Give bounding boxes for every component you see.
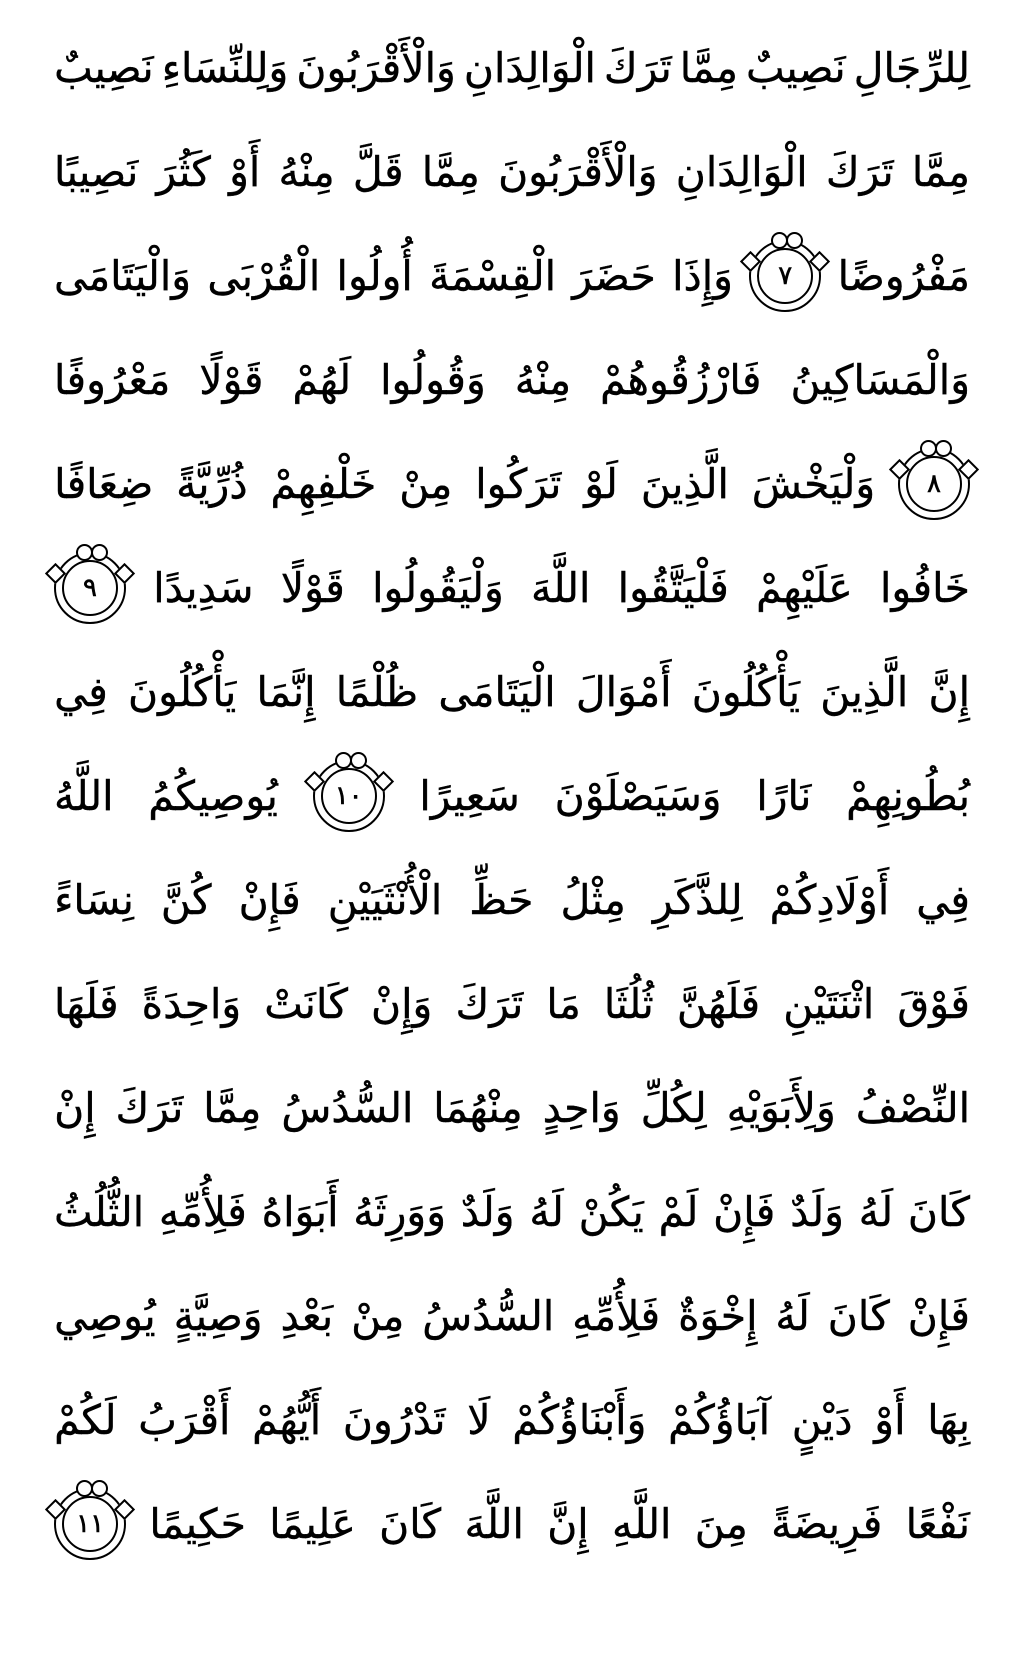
quran-word: وَالْأَقْرَبُونَ bbox=[498, 148, 658, 196]
quran-word: أَوْ bbox=[874, 1396, 906, 1444]
quran-word: فِي bbox=[916, 876, 970, 924]
quran-word: نَصِيبٌ bbox=[746, 44, 846, 92]
quran-word: أَمْوَالَ bbox=[575, 668, 672, 716]
quran-word: يُوصِيكُمُ bbox=[148, 772, 278, 820]
quran-word: السُّدُسُ bbox=[422, 1292, 555, 1340]
ayah-end-marker-icon bbox=[898, 448, 970, 520]
quran-word: أَقْرَبُ bbox=[138, 1396, 231, 1444]
quran-word: تَرَكَ bbox=[825, 148, 894, 196]
quran-word: مَعْرُوفًا bbox=[54, 356, 171, 404]
ayah-end-marker-icon bbox=[313, 760, 385, 832]
quran-word: آبَاؤُكُمْ bbox=[668, 1396, 770, 1444]
quran-word: بَعْدِ bbox=[280, 1292, 334, 1340]
quran-word: أَبَوَاهُ bbox=[261, 1188, 339, 1236]
quran-word: السُّدُسُ bbox=[281, 1084, 414, 1132]
ayah-end-marker-icon bbox=[54, 1488, 126, 1560]
mushaf-line-11 bbox=[54, 1056, 970, 1160]
quran-word: يُوصِي bbox=[54, 1292, 156, 1340]
quran-word: نَارًا bbox=[756, 772, 812, 820]
quran-word: فَوْقَ bbox=[897, 980, 970, 1028]
quran-word: لَمْ bbox=[658, 1188, 699, 1236]
quran-word: الَّذِينَ bbox=[820, 668, 909, 716]
quran-word: لَكُمْ bbox=[54, 1396, 117, 1444]
quran-word: نِسَاءً bbox=[54, 876, 134, 924]
quran-word: بِهَا bbox=[927, 1396, 970, 1444]
quran-word: إِنَّمَا bbox=[256, 668, 316, 716]
ayah-number: ١١ bbox=[76, 1509, 105, 1539]
quran-word: حَضَرَ bbox=[572, 252, 656, 300]
mushaf-line-15 bbox=[54, 1472, 970, 1576]
quran-word: وَالْيَتَامَى bbox=[54, 252, 192, 300]
quran-word: وَلَدٌ bbox=[790, 1188, 844, 1236]
quran-word: ظُلْمًا bbox=[335, 668, 419, 716]
quran-word: نَفْعًا bbox=[905, 1500, 970, 1548]
quran-word: وَلْيَخْشَ bbox=[751, 460, 876, 508]
quran-word: فَلِأُمِّهِ bbox=[158, 1188, 247, 1236]
quran-word: نَصِيبًا bbox=[54, 148, 139, 196]
quran-word: اللَّهَ bbox=[530, 564, 591, 612]
quran-word: وَسَيَصْلَوْنَ bbox=[554, 772, 722, 820]
quran-word: بُطُونِهِمْ bbox=[846, 772, 970, 820]
quran-word: وَالْمَسَاكِينُ bbox=[790, 356, 970, 404]
mushaf-line-3 bbox=[54, 224, 970, 328]
quran-word: مِمَّا bbox=[421, 148, 480, 196]
ayah-marker-ring bbox=[321, 768, 377, 824]
quran-word: فَلِأُمِّهِ bbox=[572, 1292, 661, 1340]
mushaf-line-8 bbox=[54, 744, 970, 848]
quran-word: وَقُولُوا bbox=[380, 356, 486, 404]
quran-word: اللَّهِ bbox=[611, 1500, 672, 1548]
quran-word: سَدِيدًا bbox=[153, 564, 254, 612]
quran-word: مَا bbox=[546, 980, 581, 1028]
ayah-end-marker-icon bbox=[749, 240, 821, 312]
quran-word: مِمَّا bbox=[679, 44, 738, 92]
quran-word: وَلَدٌ bbox=[460, 1188, 515, 1236]
quran-word: الْوَالِدَانِ bbox=[463, 44, 596, 92]
quran-word: إِنَّ bbox=[547, 1500, 589, 1548]
quran-word: الثُّلُثُ bbox=[54, 1188, 145, 1236]
quran-word: حَكِيمًا bbox=[149, 1500, 246, 1548]
quran-word: الْيَتَامَى bbox=[438, 668, 556, 716]
quran-word: لَهُ bbox=[858, 1188, 894, 1236]
quran-word: أَوْ bbox=[229, 148, 261, 196]
quran-word: مِنْهُ bbox=[514, 356, 572, 404]
mushaf-line-12 bbox=[54, 1160, 970, 1264]
quran-word: قَوْلًا bbox=[280, 564, 345, 612]
quran-word: لِلرِّجَالِ bbox=[853, 44, 970, 92]
quran-word: سَعِيرًا bbox=[419, 772, 520, 820]
quran-word: يَكُنْ bbox=[578, 1188, 644, 1236]
quran-word: وَإِذَا bbox=[672, 252, 733, 300]
quran-word: مِنْهُ bbox=[278, 148, 335, 196]
quran-word: عَلِيمًا bbox=[269, 1500, 356, 1548]
quran-word: وَلِأَبَوَيْهِ bbox=[726, 1084, 836, 1132]
quran-word: مِنْ bbox=[399, 460, 453, 508]
quran-word: أَوْلَادِكُمْ bbox=[769, 876, 890, 924]
text-block bbox=[54, 16, 970, 1656]
quran-word: فَإِنْ bbox=[907, 1292, 970, 1340]
quran-word: أَيُّهُمْ bbox=[252, 1396, 322, 1444]
ayah-marker-ring bbox=[906, 456, 962, 512]
quran-word: لَهُ bbox=[529, 1188, 564, 1236]
quran-word: يَأْكُلُونَ bbox=[128, 668, 237, 716]
quran-word: تَرَكَ bbox=[455, 980, 524, 1028]
quran-word: الْوَالِدَانِ bbox=[675, 148, 808, 196]
quran-word: وَصِيَّةٍ bbox=[173, 1292, 263, 1340]
quran-word: وَاحِدٍ bbox=[542, 1084, 621, 1132]
quran-word: كَانَ bbox=[907, 1188, 970, 1236]
mushaf-line-4 bbox=[54, 328, 970, 432]
quran-word: وَوَرِثَهُ bbox=[353, 1188, 447, 1236]
mushaf-line-6 bbox=[54, 536, 970, 640]
quran-word: كَانَ bbox=[827, 1292, 890, 1340]
quran-word: ذُرِّيَّةً bbox=[176, 460, 248, 508]
quran-word: مَفْرُوضًا bbox=[837, 252, 970, 300]
quran-word: خَلْفِهِمْ bbox=[270, 460, 377, 508]
quran-word: تَدْرُونَ bbox=[342, 1396, 446, 1444]
quran-word: اللَّهُ bbox=[54, 772, 114, 820]
ayah-number: ٩ bbox=[83, 573, 97, 603]
quran-word: وَاحِدَةً bbox=[141, 980, 242, 1028]
mushaf-line-14 bbox=[54, 1368, 970, 1472]
ayah-marker-ring bbox=[62, 560, 118, 616]
quran-word: فَإِنْ bbox=[238, 876, 301, 924]
quran-word: مِنَ bbox=[694, 1500, 748, 1548]
ayah-number: ١٠ bbox=[334, 781, 363, 811]
quran-word: تَرَكُوا bbox=[475, 460, 562, 508]
quran-word: وَالْأَقْرَبُونَ bbox=[296, 44, 456, 92]
quran-word: يَأْكُلُونَ bbox=[691, 668, 801, 716]
quran-word: مِنْهُمَا bbox=[433, 1084, 523, 1132]
quran-word: لِكُلِّ bbox=[640, 1084, 707, 1132]
quran-word: إِنَّ bbox=[928, 668, 970, 716]
quran-word: فَلْيَتَّقُوا bbox=[617, 564, 729, 612]
quran-word: ثُلُثَا bbox=[603, 980, 654, 1028]
quran-word: مِمَّا bbox=[911, 148, 970, 196]
mushaf-line-5 bbox=[54, 432, 970, 536]
ayah-number: ٨ bbox=[927, 469, 941, 499]
quran-word: قَلَّ bbox=[352, 148, 404, 196]
quran-word: دَيْنٍ bbox=[791, 1396, 853, 1444]
quran-word: وَأَبْنَاؤُكُمْ bbox=[512, 1396, 647, 1444]
quran-word: لَوْ bbox=[584, 460, 618, 508]
quran-word: فِي bbox=[54, 668, 108, 716]
mushaf-line-13 bbox=[54, 1264, 970, 1368]
quran-word: النِّصْفُ bbox=[855, 1084, 970, 1132]
quran-word: لِلذَّكَرِ bbox=[652, 876, 743, 924]
mushaf-line-1 bbox=[54, 16, 970, 120]
quran-word: عَلَيْهِمْ bbox=[756, 564, 853, 612]
quran-word: كُنَّ bbox=[160, 876, 212, 924]
quran-word: وَلِلنِّسَاءِ bbox=[161, 44, 289, 92]
quran-word: تَرَكَ bbox=[603, 44, 672, 92]
quran-word: كَثُرَ bbox=[156, 148, 211, 196]
quran-word: الْأُنْثَيَيْنِ bbox=[327, 876, 443, 924]
quran-word: لَا bbox=[467, 1396, 491, 1444]
quran-word: ضِعَافًا bbox=[54, 460, 154, 508]
quran-word: تَرَكَ bbox=[115, 1084, 184, 1132]
mushaf-line-9 bbox=[54, 848, 970, 952]
mushaf-line-7 bbox=[54, 640, 970, 744]
quran-word: اثْنَتَيْنِ bbox=[783, 980, 875, 1028]
quran-word: لَهُمْ bbox=[292, 356, 352, 404]
mushaf-line-10 bbox=[54, 952, 970, 1056]
quran-word: حَظِّ bbox=[469, 876, 534, 924]
quran-word: فَرِيضَةً bbox=[771, 1500, 883, 1548]
quran-word: فَإِنْ bbox=[713, 1188, 776, 1236]
quran-word: الْقِسْمَةَ bbox=[429, 252, 556, 300]
quran-word: فَلَهُنَّ bbox=[676, 980, 761, 1028]
quran-word: اللَّهَ bbox=[464, 1500, 524, 1548]
ayah-marker-ring bbox=[62, 1496, 118, 1552]
quran-word: فَارْزُقُوهُمْ bbox=[600, 356, 762, 404]
quran-word: أُولُوا bbox=[336, 252, 413, 300]
quran-word: مِثْلُ bbox=[560, 876, 626, 924]
quran-word: وَلْيَقُولُوا bbox=[372, 564, 504, 612]
quran-word: مِمَّا bbox=[203, 1084, 262, 1132]
ayah-marker-ring bbox=[757, 248, 813, 304]
quran-word: الْقُرْبَى bbox=[207, 252, 321, 300]
quran-word: قَوْلًا bbox=[199, 356, 264, 404]
quran-word: لَهُ bbox=[775, 1292, 810, 1340]
quran-word: كَانَتْ bbox=[264, 980, 348, 1028]
quran-word: إِنْ bbox=[54, 1084, 96, 1132]
quran-word: إِخْوَةٌ bbox=[678, 1292, 758, 1340]
quran-word: نَصِيبٌ bbox=[54, 44, 154, 92]
quran-word: كَانَ bbox=[379, 1500, 442, 1548]
quran-word: وَإِنْ bbox=[371, 980, 433, 1028]
ayah-end-marker-icon bbox=[54, 552, 126, 624]
quran-word: خَافُوا bbox=[879, 564, 970, 612]
quran-word: فَلَهَا bbox=[54, 980, 119, 1028]
ayah-number: ٧ bbox=[778, 261, 793, 291]
quran-word: الَّذِينَ bbox=[640, 460, 729, 508]
mushaf-line-2 bbox=[54, 120, 970, 224]
quran-word: مِنْ bbox=[351, 1292, 405, 1340]
